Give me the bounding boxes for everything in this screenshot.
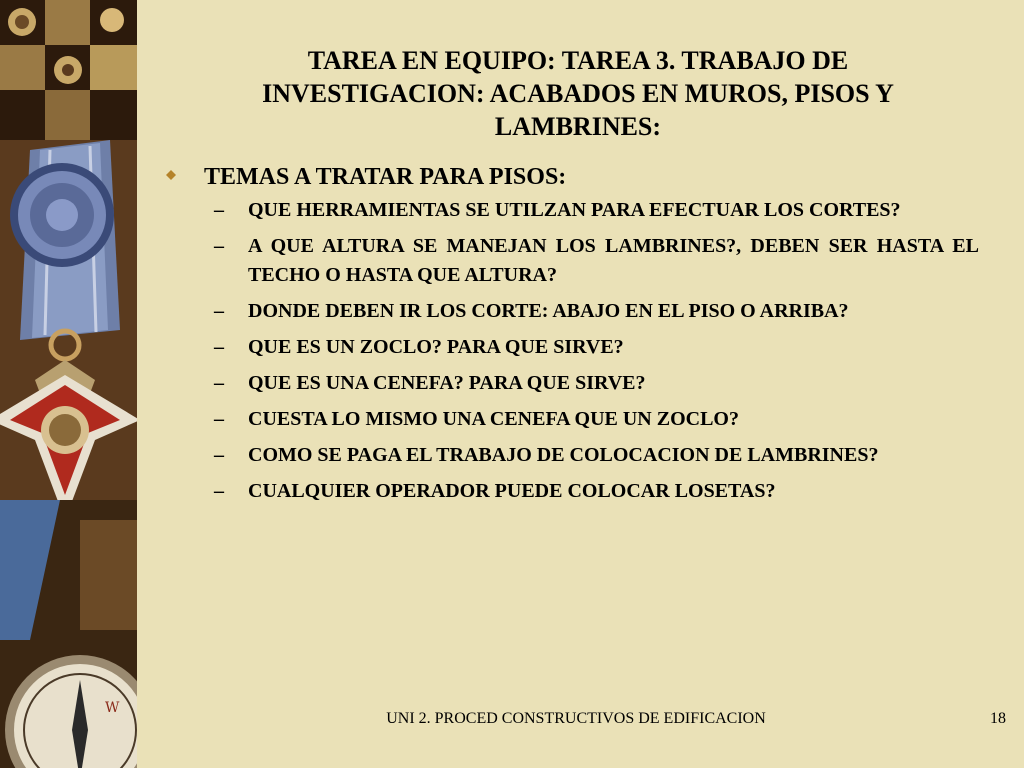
dash-bullet: – (214, 199, 224, 221)
diamond-bullet-icon (166, 170, 176, 180)
list-item: – CUESTA LO MISMO UNA CENEFA QUE UN ZOCLO? (166, 405, 979, 434)
list-item: – CUALQUIER OPERADOR PUEDE COLOCAR LOSETAS? (166, 477, 979, 506)
page-number: 18 (990, 710, 1006, 727)
side-decorative-image (0, 0, 137, 768)
list-item: – QUE ES UNA CENEFA? PARA QUE SIRVE? (166, 369, 979, 398)
dash-bullet: – (214, 372, 224, 394)
slide-content (166, 162, 979, 513)
main-bullet-point (166, 162, 979, 192)
dash-bullet: – (214, 336, 224, 358)
slide-footer: UNI 2. PROCED CONSTRUCTIVOS DE EDIFICACION (386, 710, 766, 727)
list-item: – COMO SE PAGA EL TRABAJO DE COLOCACION DE LAMBRINES? (166, 441, 979, 470)
sub-points-list (166, 196, 979, 506)
svg-text:W: W (105, 700, 120, 716)
dash-bullet: – (214, 235, 224, 257)
dash-bullet: – (214, 300, 224, 322)
main-point-text: TEMAS A TRATAR PARA PISOS: (204, 164, 567, 190)
dash-bullet: – (214, 480, 224, 502)
slide-title: TAREA EN EQUIPO: TAREA 3. TRABAJO DE INVESTIGACION: ACABADOS EN MUROS, PISOS Y LAMBRINES: (262, 46, 894, 141)
list-item: – QUE ES UN ZOCLO? PARA QUE SIRVE? (166, 333, 979, 362)
list-item: – A QUE ALTURA SE MANEJAN LOS LAMBRINES?, DEBEN SER HASTA EL TECHO O HASTA QUE ALTURA? (166, 232, 979, 290)
list-item: – DONDE DEBEN IR LOS CORTE: ABAJO EN EL PISO O ARRIBA? (166, 297, 979, 326)
dash-bullet: – (214, 408, 224, 430)
list-item: – QUE HERRAMIENTAS SE UTILZAN PARA EFECTUAR LOS CORTES? (166, 196, 979, 225)
dash-bullet: – (214, 444, 224, 466)
